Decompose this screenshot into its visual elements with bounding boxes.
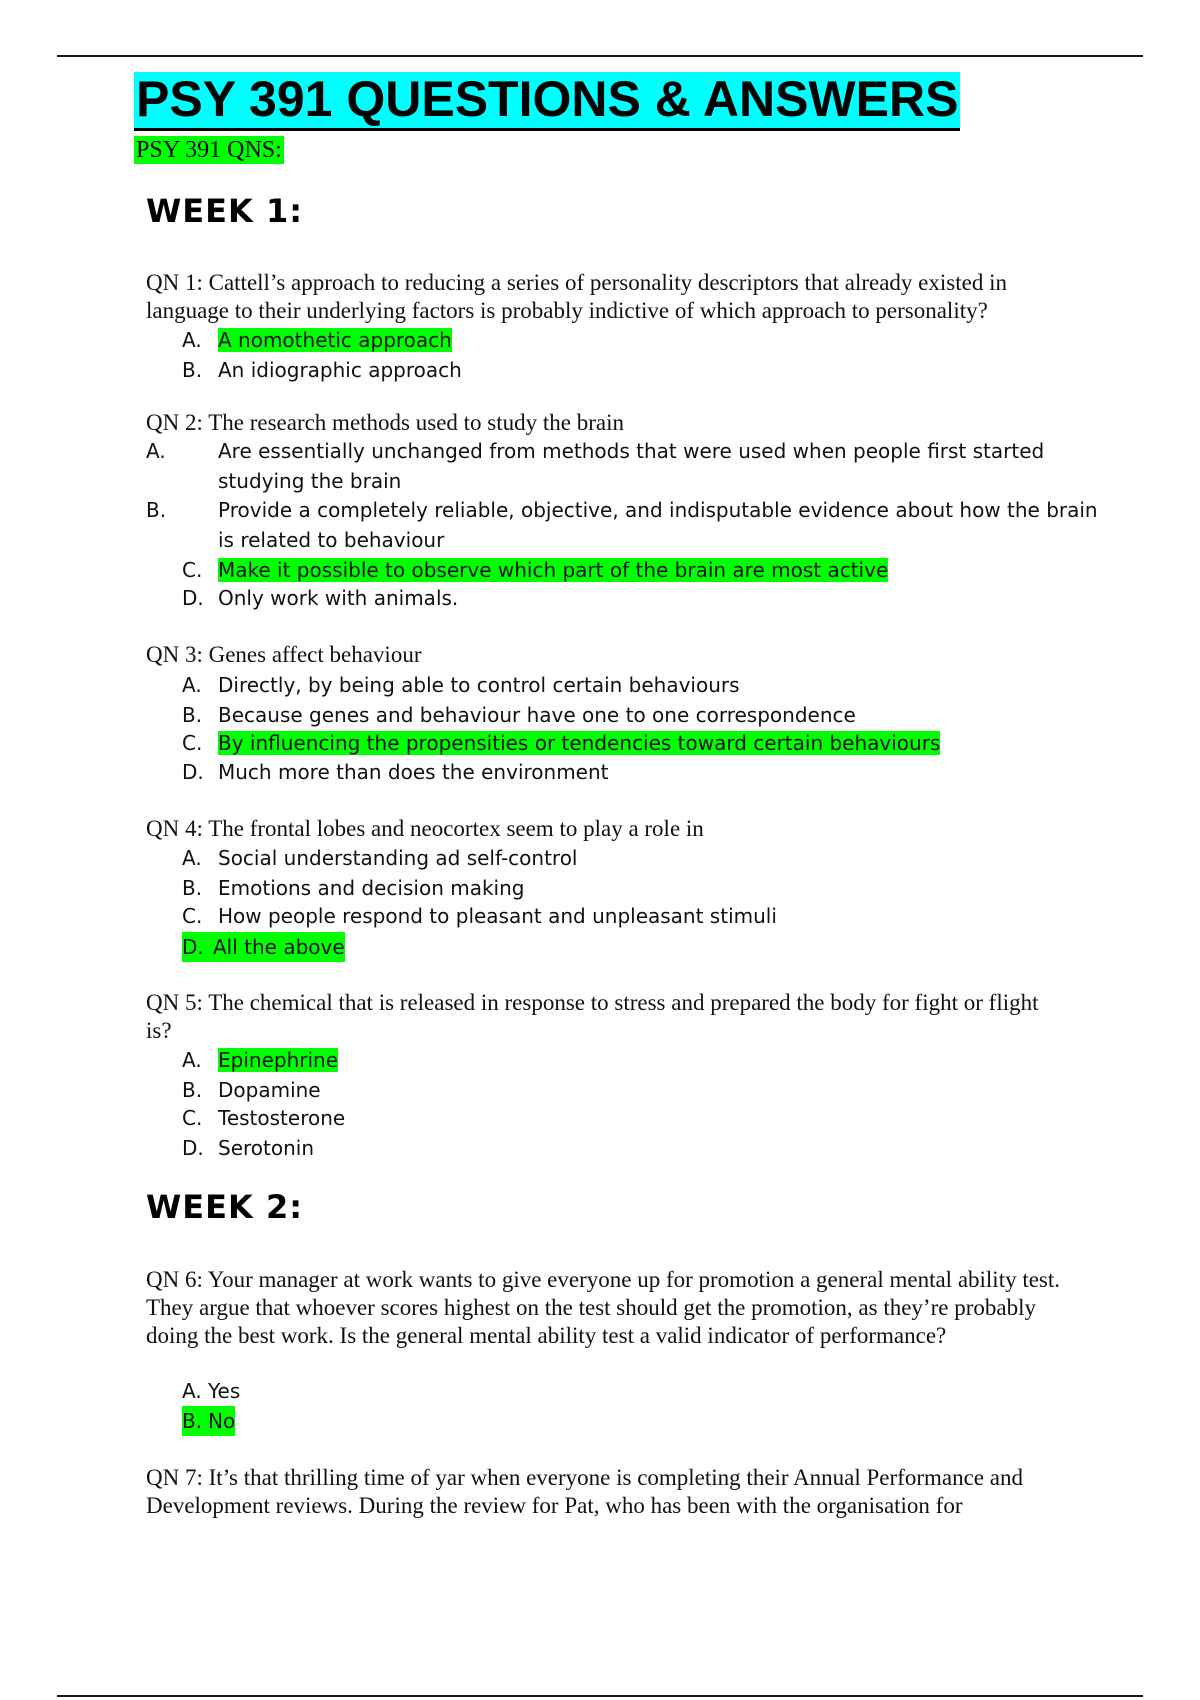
question-3: QN 3: Genes affect behaviour <box>146 642 422 667</box>
q4-option-a <box>182 843 1062 873</box>
q2-option-c <box>182 555 1062 585</box>
option-text: An idiographic approach <box>218 358 462 382</box>
q4-option-b <box>182 873 1062 903</box>
question-4: QN 4: The frontal lobes and neocortex seem to play a role in <box>146 816 704 841</box>
option-letter: B. <box>182 876 203 900</box>
q1-option-b <box>182 355 1062 385</box>
option-letter: B. <box>182 703 203 727</box>
week-2-heading: WEEK 2: <box>146 1188 304 1226</box>
question-5: QN 5: The chemical that is released in response to stress and prepared the body for fight or flight is? <box>146 990 1039 1043</box>
option-letter: D. <box>182 935 204 959</box>
q2-option-b <box>146 495 1098 555</box>
option-text: Are essentially unchanged from methods that were used when people first started studying the brain <box>218 439 1045 493</box>
q3-option-d <box>182 757 1062 787</box>
correct-answer <box>182 1406 235 1436</box>
option-letter: A. <box>182 673 202 697</box>
correct-answer: Epinephrine <box>218 1048 338 1072</box>
option-letter: A. <box>182 1379 202 1403</box>
option-text: Much more than does the environment <box>218 760 609 784</box>
option-text: Testosterone <box>218 1106 346 1130</box>
q3-option-a <box>182 670 1062 700</box>
q5-option-c <box>182 1103 1062 1133</box>
option-text: Yes <box>208 1379 241 1403</box>
question-1: QN 1: Cattell’s approach to reducing a series of personality descriptors that already existed in language to their underlying factors is probably indictive of which approach to personality? <box>146 270 1007 323</box>
correct-answer: By influencing the propensities or tendencies toward certain behaviours <box>218 731 941 755</box>
option-letter: C. <box>182 1106 203 1130</box>
correct-answer <box>182 932 345 962</box>
q5-option-b <box>182 1075 1062 1105</box>
option-text: Social understanding ad self-control <box>218 846 578 870</box>
option-letter: A. <box>182 846 202 870</box>
option-text: Provide a completely reliable, objective, and indisputable evidence about how the brain is related to behaviour <box>218 498 1098 552</box>
option-text: Only work with animals. <box>218 586 459 610</box>
option-letter: D. <box>182 760 204 784</box>
document-subtitle: PSY 391 QNS: <box>136 137 282 163</box>
week-1-heading: WEEK 1: <box>146 192 304 230</box>
option-text: Dopamine <box>218 1078 321 1102</box>
option-letter: D. <box>182 1136 204 1160</box>
correct-answer: A nomothetic approach <box>218 328 452 352</box>
q2-option-d <box>182 583 1062 613</box>
option-text: All the above <box>213 935 345 959</box>
option-letter: C. <box>182 904 203 928</box>
question-7: QN 7: It’s that thrilling time of yar when everyone is completing their Annual Performance and Development reviews. During the review for Pat, who has been with the organisation for <box>146 1465 1023 1518</box>
option-letter: B. <box>146 498 167 522</box>
q5-option-a <box>182 1045 1062 1075</box>
document-title: PSY 391 QUESTIONS & ANSWERS <box>134 72 960 131</box>
option-letter: C. <box>182 731 203 755</box>
q6-option-b <box>182 1406 1062 1436</box>
q3-option-b <box>182 700 1062 730</box>
option-text: Directly, by being able to control certain behaviours <box>218 673 740 697</box>
q3-option-c <box>182 728 1062 758</box>
option-letter: A. <box>146 439 166 463</box>
option-letter: A. <box>182 1048 202 1072</box>
option-text: How people respond to pleasant and unpleasant stimuli <box>218 904 777 928</box>
q2-option-a <box>146 436 1098 496</box>
option-text: Because genes and behaviour have one to one correspondence <box>218 703 856 727</box>
option-letter: D. <box>182 586 204 610</box>
q4-option-c <box>182 901 1062 931</box>
option-text: Serotonin <box>218 1136 315 1160</box>
q1-option-a <box>182 325 1062 355</box>
option-text: Emotions and decision making <box>218 876 525 900</box>
q4-option-d <box>182 932 1062 962</box>
option-text: No <box>208 1409 236 1433</box>
option-letter: B. <box>182 1078 203 1102</box>
question-6: QN 6: Your manager at work wants to give everyone up for promotion a general mental ability test. They argue that whoever scores highest on the test should get the promotion, as they’re probably doing the best work. Is the general mental ability test a valid indicator of performance? <box>146 1267 1061 1348</box>
option-letter: C. <box>182 558 203 582</box>
correct-answer: Make it possible to observe which part of the brain are most active <box>218 558 889 582</box>
top-rule <box>57 55 1143 57</box>
bottom-rule <box>57 1695 1143 1697</box>
question-2: QN 2: The research methods used to study the brain <box>146 410 624 435</box>
option-letter: A. <box>182 328 202 352</box>
q5-option-d <box>182 1133 1062 1163</box>
option-letter: B. <box>182 358 203 382</box>
option-letter: B. <box>182 1409 203 1433</box>
q6-option-a <box>182 1376 1062 1406</box>
